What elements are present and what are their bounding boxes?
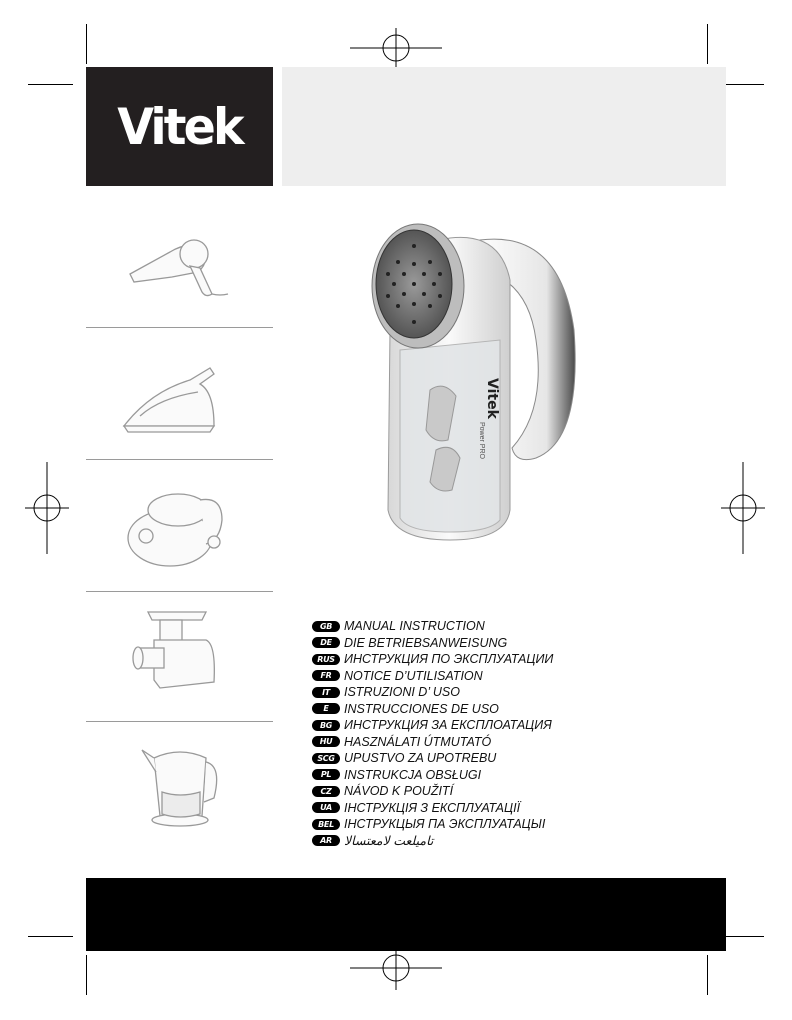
language-title: NÁVOD K POUŽITÍ (344, 784, 454, 799)
brand-logo (86, 67, 273, 186)
footer-band (86, 878, 726, 951)
language-row-gb (312, 618, 553, 635)
steam-cleaner-icon (110, 480, 250, 580)
product-lint-remover (360, 210, 600, 570)
language-row-e (312, 701, 553, 718)
language-list (312, 618, 553, 849)
language-title: INSTRUCCIONES DE USO (344, 701, 499, 716)
language-badge: UA (312, 802, 340, 813)
electric-kettle-icon (110, 736, 250, 836)
thumb-divider (86, 327, 273, 328)
language-row-pl (312, 767, 553, 784)
language-badge: E (312, 703, 340, 714)
hair-dryer-icon (110, 222, 250, 322)
language-row-ua (312, 800, 553, 817)
language-badge: RUS (312, 654, 340, 665)
language-row-cz (312, 783, 553, 800)
brand-logo-text: Vitek (117, 97, 242, 156)
language-title: HASZNÁLATI ÚTMUTATÓ (344, 734, 492, 749)
language-title: ИНСТРУКЦИЯ ПО ЭКСПЛУАТАЦИИ (344, 652, 554, 667)
language-row-bel (312, 816, 553, 833)
language-title: NOTICE D’UTILISATION (344, 668, 483, 683)
thumb-divider (86, 591, 273, 592)
language-badge: HU (312, 736, 340, 747)
language-badge: SCG (312, 753, 340, 764)
language-row-bg (312, 717, 553, 734)
language-badge: IT (312, 687, 340, 698)
language-title: ІНСТРУКЦІЯ З ЕКСПЛУАТАЦІЇ (344, 800, 521, 815)
language-title: تاميلعت لامعتسالا (344, 834, 434, 849)
language-badge: GB (312, 621, 340, 632)
language-row-scg (312, 750, 553, 767)
language-badge: DE (312, 637, 340, 648)
language-badge: BG (312, 720, 340, 731)
language-title: UPUSTVO ZA UPOTREBU (344, 751, 497, 766)
language-row-fr (312, 668, 553, 685)
language-title: ІНСТРУКЦЫЯ ПА ЭКСПЛУАТАЦЫІ (344, 817, 546, 832)
steam-iron-icon (110, 352, 250, 452)
language-title: DIE BETRIEBSANWEISUNG (344, 635, 508, 650)
product-model-mark: Power PRO (478, 422, 485, 459)
language-badge: CZ (312, 786, 340, 797)
language-row-de (312, 635, 553, 652)
language-row-hu (312, 734, 553, 751)
language-title: ISTRUZIONI D’ USO (344, 685, 460, 700)
language-badge: PL (312, 769, 340, 780)
language-title: MANUAL INSTRUCTION (344, 619, 485, 634)
thumb-divider (86, 721, 273, 722)
language-badge: FR (312, 670, 340, 681)
header-band (282, 67, 726, 186)
meat-grinder-icon (110, 604, 250, 704)
language-row-rus (312, 651, 553, 668)
product-brand-mark: Vitek (484, 378, 500, 419)
language-row-ar (312, 833, 553, 850)
language-badge: BEL (312, 819, 340, 830)
thumb-divider (86, 459, 273, 460)
language-title: INSTRUKCJA OBSŁUGI (344, 767, 482, 782)
language-row-it (312, 684, 553, 701)
language-badge: AR (312, 835, 340, 846)
language-title: ИНСТРУКЦИЯ ЗА ЕКСПЛОАТАЦИЯ (344, 718, 552, 733)
